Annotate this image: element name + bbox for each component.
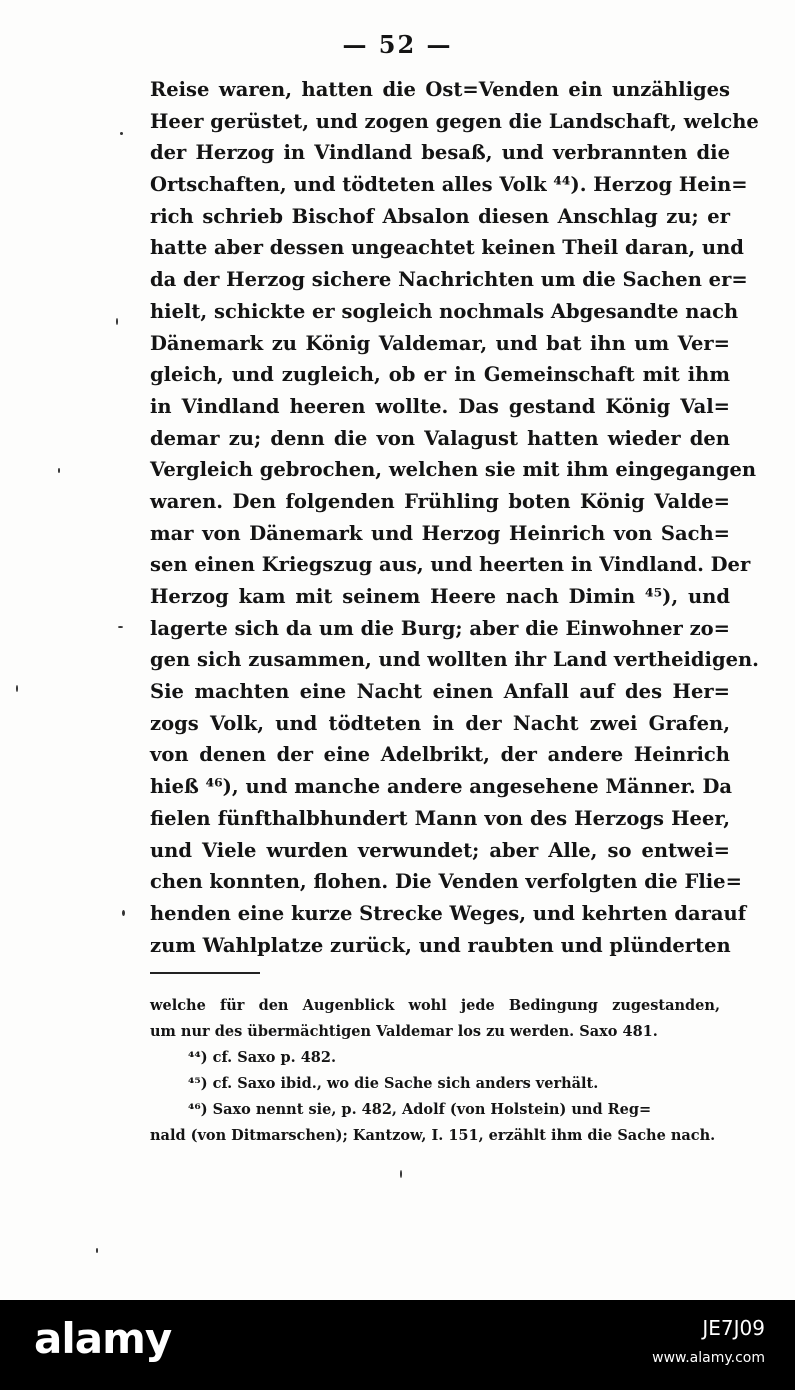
text-line: Sie machten eine Nacht einen Anfall auf des Her= (150, 680, 730, 704)
text-line: hieß ⁴⁶), und manche andere angesehene Männer. Da (150, 775, 733, 799)
scan-speck (96, 1248, 98, 1253)
image-id: JE7J09 (702, 1316, 765, 1340)
text-line: von denen der eine Adelbrikt, der andere Heinrich (150, 743, 730, 767)
footer-url: www.alamy.com (652, 1350, 765, 1366)
stock-watermark-bar (0, 1300, 795, 1390)
text-line: gen sich zusammen, und wollten ihr Land vertheidigen. (150, 648, 759, 672)
text-line: Reise waren, hatten die Ost=Venden ein unzähliges (150, 78, 730, 101)
text-line: in Vindland heeren wollte. Das gestand König Val= (150, 394, 730, 418)
scan-speck (16, 685, 18, 692)
scan-speck (122, 910, 125, 916)
footnote-divider (150, 972, 260, 974)
scan-speck (120, 132, 123, 135)
text-line: fielen fünfthalbhundert Mann von des Herzogs Heer, (150, 806, 730, 830)
text-line: der Herzog in Vindland besaß, und verbrannten die (150, 141, 730, 165)
text-line: und Viele wurden verwundet; aber Alle, so entwei= (150, 838, 730, 862)
footnote-46: ⁴⁶) Saxo nennt sie, p. 482, Adolf (von Holstein) und Reg= (188, 1101, 652, 1118)
scan-speck (400, 1170, 402, 1178)
text-line: Herzog kam mit seinem Heere nach Dimin ⁴⁵), und (150, 585, 730, 608)
text-line: da der Herzog sichere Nachrichten um die Sachen er= (150, 268, 748, 292)
footnotes (150, 993, 720, 1149)
page-number: — 52 — (342, 30, 453, 59)
text-line: Vergleich gebrochen, welchen sie mit ihm eingegangen (150, 458, 757, 482)
text-line: hielt, schickte er sogleich nochmals Abgesandte nach (150, 299, 739, 323)
text-line: gleich, und zugleich, ob er in Gemeinschaft mit ihm (150, 363, 730, 387)
text-line: demar zu; denn die von Valagust hatten wieder den (150, 426, 730, 450)
text-line: Ortschaften, und tödteten alles Volk ⁴⁴). Herzog Hein= (150, 173, 748, 197)
text-line: hatte aber dessen ungeachtet keinen Theil daran, und (150, 236, 744, 260)
text-line: waren. Den folgenden Frühling boten König Valde= (150, 489, 730, 513)
scan-speck (118, 626, 123, 628)
scan-speck (58, 468, 60, 473)
footnote-45: ⁴⁵) cf. Saxo ibid., wo die Sache sich anders verhält. (188, 1075, 599, 1092)
text-line: zum Wahlplatze zurück, und raubten und plünderten (150, 933, 731, 957)
text-line: chen konnten, flohen. Die Venden verfolgten die Flie= (150, 870, 742, 894)
text-line: henden eine kurze Strecke Weges, und kehrten darauf (150, 901, 747, 925)
text-line: mar von Dänemark und Herzog Heinrich von Sach= (150, 521, 730, 545)
footnote-44: ⁴⁴) cf. Saxo p. 482. (188, 1049, 337, 1066)
body-text (150, 74, 759, 961)
text-line: zogs Volk, und tödteten in der Nacht zwei Grafen, (150, 711, 730, 735)
text-line: lagerte sich da um die Burg; aber die Einwohner zo= (150, 616, 730, 640)
footnote-line: um nur des übermächtigen Valdemar los zu werden. Saxo 481. (150, 1023, 658, 1040)
text-line: Heer gerüstet, und zogen gegen die Landschaft, welche (150, 109, 759, 133)
alamy-logo: alamy (34, 1314, 172, 1363)
text-line: Dänemark zu König Valdemar, und bat ihn um Ver= (150, 331, 730, 355)
footnote-line: nald (von Ditmarschen); Kantzow, I. 151, erzählt ihm die Sache nach. (150, 1127, 716, 1144)
text-line: sen einen Kriegszug aus, und heerten in Vindland. Der (150, 553, 751, 577)
text-line: rich schrieb Bischof Absalon diesen Anschlag zu; er (150, 204, 730, 228)
footnote-line: welche für den Augenblick wohl jede Bedingung zugestanden, (150, 997, 720, 1014)
scan-speck (116, 318, 118, 325)
